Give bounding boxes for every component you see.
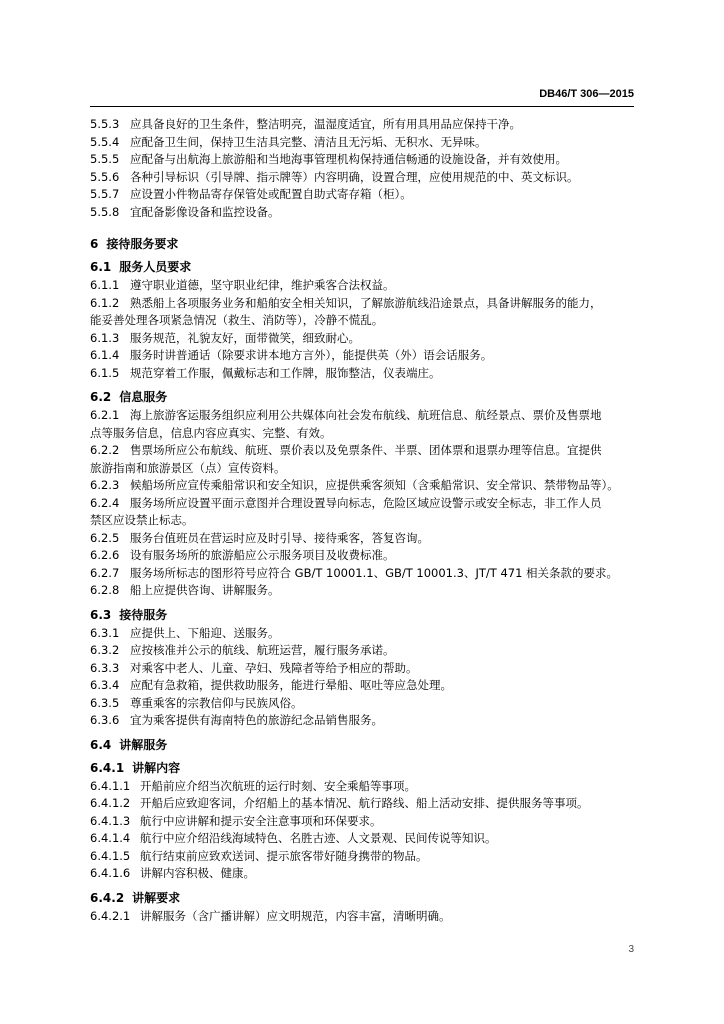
- clause-text: 海上旅游客运服务组织应利用公共媒体向社会发布航线、航班信息、航经景点、票价及售票地: [130, 408, 602, 422]
- clause-number: 6.4.2.1: [90, 908, 131, 923]
- clause-item: [90, 530, 640, 548]
- clause-text: 售票场所应公布航线、航班、票价表以及免票条件、半票、团体票和退票办理等信息。宜提供: [130, 443, 602, 457]
- clause-text: 航行结束前应致欢送词、提示旅客带好随身携带的物品。: [140, 848, 428, 863]
- clause-number: 5.5.6: [90, 169, 120, 184]
- clause-text: 应配备与出航海上旅游船和当地海事管理机构保持通信畅通的设施设备，并有效使用。: [130, 152, 567, 166]
- clause-item: [90, 347, 640, 365]
- clause-number: 5.5.8: [90, 204, 120, 219]
- clause-text: 尊重乘客的宗教信仰与民族风俗。: [130, 695, 303, 710]
- clause-text: 航行中应介绍沿线海域特色、名胜古迹、人文景观、民间传说等知识。: [140, 831, 497, 845]
- clause-text: 服务时讲普通话（除要求讲本地方言外），能提供英（外）语会话服务。: [130, 348, 493, 362]
- section-title: 接待服务要求: [106, 237, 179, 251]
- section-number: 6.1: [90, 260, 112, 274]
- clause-continuation: [90, 425, 640, 443]
- section-title: 讲解服务: [119, 737, 168, 752]
- clause-text: 服务规范，礼貌友好，面带微笑，细致耐心。: [130, 330, 360, 345]
- clause-text: 对乘客中老人、儿童、孕妇、残障者等给予相应的帮助。: [130, 660, 418, 675]
- clause-text: 讲解服务（含广播讲解）应文明规范，内容丰富，清晰明确。: [140, 908, 451, 923]
- clause-number: 6.2.1: [90, 408, 120, 422]
- clause-number: 6.4.1.2: [90, 796, 131, 810]
- clause-text: 船上应提供咨询、讲解服务。: [130, 583, 280, 597]
- clause-number: 6.4.1.4: [90, 831, 131, 845]
- page-number: 3: [628, 944, 634, 955]
- clause-number: 6.2.7: [90, 565, 120, 580]
- clause-item: [90, 660, 640, 678]
- clause-number: 5.5.7: [90, 187, 120, 201]
- clause-number: 6.3.2: [90, 643, 120, 657]
- header-divider: [90, 106, 634, 107]
- clause-text: 禁区应设禁止标志。: [90, 513, 194, 527]
- clause-item: [90, 547, 640, 565]
- clause-number: 6.3.6: [90, 713, 120, 727]
- clause-number: 5.5.5: [90, 152, 120, 166]
- clause-number: 6.2.6: [90, 548, 120, 562]
- clause-text: 应提供上、下船迎、送服务。: [130, 625, 280, 640]
- clause-number: 6.2.5: [90, 530, 120, 545]
- clause-number: 6.4.1.6: [90, 866, 131, 880]
- clause-text: 点等服务信息，信息内容应真实、完整、有效。: [90, 425, 332, 440]
- section-title: 讲解内容: [132, 760, 181, 775]
- section-heading: [90, 235, 640, 252]
- clause-number: 6.2.2: [90, 443, 120, 457]
- clause-item: [90, 795, 640, 813]
- clause-text: 规范穿着工作服，佩戴标志和工作牌，服饰整洁，仪表端庄。: [130, 365, 441, 380]
- clause-text: 服务场所标志的图形符号应符合 GB/T 10001.1、GB/T 10001.3、JT/T 471 相关条款的要求。: [130, 565, 619, 580]
- section-title: 信息服务: [119, 390, 168, 404]
- clause-item: [90, 477, 640, 495]
- clause-item: [90, 407, 640, 425]
- clause-item: [90, 151, 640, 169]
- clause-text: 候船场所应宣传乘船常识和安全知识，应提供乘客须知（含乘船常识、安全常识、禁带物品等）。: [130, 478, 619, 492]
- clause-text: 应按核准并公示的航线、航班运营，履行服务承诺。: [130, 643, 395, 657]
- section-title: 接待服务: [119, 607, 168, 622]
- clause-item: [90, 625, 640, 643]
- clause-item: [90, 169, 640, 187]
- clause-item: [90, 134, 640, 152]
- clause-item: [90, 865, 640, 883]
- section-heading: [90, 606, 640, 623]
- clause-item: [90, 186, 640, 204]
- clause-number: 5.5.3: [90, 117, 120, 131]
- section-heading: [90, 889, 640, 906]
- section-number: 6.4.2: [90, 890, 125, 905]
- clause-item: [90, 695, 640, 713]
- clause-text: 应设置小件物品寄存保管处或配置自助式寄存箱（柜）。: [130, 187, 412, 201]
- clause-number: 6.4.1.5: [90, 848, 131, 863]
- section-number: 6: [90, 237, 99, 251]
- clause-number: 5.5.4: [90, 134, 120, 149]
- section-heading: [90, 258, 640, 275]
- clause-item: [90, 495, 640, 513]
- clause-number: 6.1.1: [90, 278, 120, 292]
- clause-text: 宜配备影像设备和监控设备。: [130, 204, 280, 219]
- clause-item: [90, 642, 640, 660]
- section-number: 6.2: [90, 390, 112, 404]
- section-title: 讲解要求: [132, 890, 181, 905]
- section-heading: [90, 736, 640, 753]
- clause-text: 设有服务场所的旅游船应公示服务项目及收费标准。: [130, 548, 395, 562]
- clause-number: 6.4.1.3: [90, 813, 131, 828]
- clause-number: 6.1.3: [90, 330, 120, 345]
- clause-text: 应配有急救箱，提供救助服务，能进行晕船、呕吐等应急处理。: [130, 678, 452, 692]
- clause-text: 旅游指南和旅游景区（点）宣传资料。: [90, 460, 286, 475]
- clause-item: [90, 778, 640, 796]
- clause-item: [90, 712, 640, 730]
- clause-text: 航行中应讲解和提示安全注意事项和环保要求。: [140, 813, 382, 828]
- clause-text: 应配备卫生间，保持卫生洁具完整、清洁且无污垢、无积水、无异味。: [130, 134, 487, 149]
- section-number: 6.4: [90, 737, 112, 752]
- clause-number: 6.4.1.1: [90, 778, 131, 793]
- clause-continuation: [90, 512, 640, 530]
- clause-text: 能妥善处理各项紧急情况（救生、消防等），冷静不慌乱。: [90, 313, 384, 327]
- clause-text: 各种引导标识（引导牌、指示牌等）内容明确，设置合理，应使用规范的中、英文标识。: [130, 169, 579, 184]
- clause-text: 开船前应介绍当次航班的运行时刻、安全乘船等事项。: [140, 778, 416, 793]
- section-heading: [90, 388, 640, 405]
- section-title: 服务人员要求: [119, 260, 192, 274]
- clause-item: [90, 442, 640, 460]
- document-body: [90, 116, 640, 925]
- clause-item: [90, 277, 640, 295]
- clause-item: [90, 582, 640, 600]
- clause-text: 熟悉船上各项服务业务和船舶安全相关知识，了解旅游航线沿途景点，具备讲解服务的能力，: [130, 295, 602, 310]
- clause-text: 应具备良好的卫生条件，整洁明亮，温湿度适宜，所有用具用品应保持干净。: [130, 117, 521, 131]
- clause-number: 6.1.2: [90, 295, 120, 310]
- clause-number: 6.1.4: [90, 348, 120, 362]
- clause-number: 6.1.5: [90, 365, 120, 380]
- clause-item: [90, 330, 640, 348]
- clause-number: 6.3.5: [90, 695, 120, 710]
- clause-item: [90, 365, 640, 383]
- document-code: DB46/T 306—2015: [539, 88, 634, 100]
- clause-continuation: [90, 312, 640, 330]
- section-number: 6.4.1: [90, 760, 125, 775]
- clause-item: [90, 565, 640, 583]
- section-heading: [90, 759, 640, 776]
- clause-text: 服务台值班员在营运时应及时引导、接待乘客，答复咨询。: [130, 530, 429, 545]
- clause-text: 宜为乘客提供有海南特色的旅游纪念品销售服务。: [130, 713, 383, 727]
- clause-item: [90, 848, 640, 866]
- clause-item: [90, 295, 640, 313]
- section-number: 6.3: [90, 607, 112, 622]
- clause-number: 6.3.3: [90, 660, 120, 675]
- clause-item: [90, 813, 640, 831]
- clause-item: [90, 830, 640, 848]
- clause-text: 遵守职业道德，坚守职业纪律，维护乘客合法权益。: [130, 278, 395, 292]
- clause-text: 开船后应致迎客词，介绍船上的基本情况、航行路线、船上活动安排、提供服务等事项。: [140, 796, 589, 810]
- clause-number: 6.2.8: [90, 583, 120, 597]
- clause-number: 6.2.3: [90, 478, 120, 492]
- clause-item: [90, 677, 640, 695]
- clause-number: 6.3.1: [90, 625, 120, 640]
- clause-continuation: [90, 460, 640, 478]
- clause-item: [90, 204, 640, 222]
- clause-number: 6.3.4: [90, 678, 120, 692]
- clause-item: [90, 116, 640, 134]
- clause-item: [90, 908, 640, 926]
- clause-number: 6.2.4: [90, 495, 120, 510]
- clause-text: 服务场所应设置平面示意图并合理设置导向标志，危险区域应设警示或安全标志，非工作人员: [130, 495, 602, 510]
- clause-text: 讲解内容积极、健康。: [140, 866, 255, 880]
